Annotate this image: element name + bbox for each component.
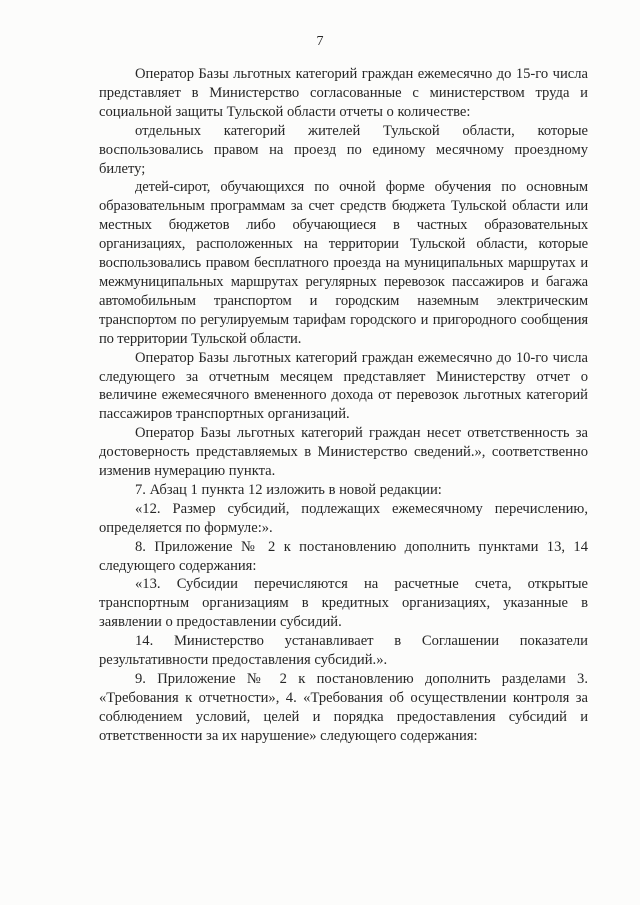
paragraph-item-13-subsidies: «13. Субсидии перечисляются на расчетные счета, открытые транспортным организациям в кредитных организациях, указанные в заявлении о предоставлении субсидий. <box>99 576 588 631</box>
paragraph-item-14-ministry: 14. Министерство устанавливает в Соглашении показатели результативности предоставления субсидий.». <box>99 633 588 669</box>
paragraph-orphan-students: детей-сирот, обучающихся по очной форме обучения по основным образовательным программам за счет средств бюджета Тульской области или местных бюджетов либо обучающиеся в частных образовательных организациях, расположенных на территории Тульской области, которые воспользовались правом бесплатного проезда на муниципальных маршрутах и межмуниципальных маршрутах регулярных перевозок пассажиров и багажа автомобильным транспортом и городским наземным электрическим транспортом по регулируемым тарифам городского и пригородного сообщения по территории Тульской области. <box>99 179 588 347</box>
paragraph-item-9: 9. Приложение № 2 к постановлению дополнить разделами 3. «Требования к отчетности», 4. «Требования об осуществлении контроля за соблюдением условий, целей и порядка предоставления субсидий и ответственности за их нарушение» следующего содержания: <box>99 671 588 744</box>
page-number: 7 <box>316 34 324 49</box>
paragraph-item-8: 8. Приложение № 2 к постановлению дополнить пунктами 13, 14 следующего содержания: <box>99 538 588 574</box>
paragraph-item-12-formula: «12. Размер субсидий, подлежащих ежемесячному перечислению, определяется по формуле:». <box>99 500 588 536</box>
paragraph-operator-monthly-report-10: Оператор Базы льготных категорий граждан ежемесячно до 10-го числа следующего за отчетным месяцем представляет Министерству отчет о величине ежемесячного вмененного дохода от перевозок льготных категорий пассажиров транспортных организаций. <box>99 349 588 423</box>
paragraph-individual-categories: отдельных категорий жителей Тульской области, которые воспользовались правом на проезд по единому месячному проездному билету; <box>99 122 588 177</box>
paragraph-operator-monthly-report-15: Оператор Базы льготных категорий граждан ежемесячно до 15-го числа представляет в Министерство согласованные с министерством труда и социальной защиты Тульской области отчеты о количестве: <box>99 66 588 120</box>
paragraph-operator-responsibility: Оператор Базы льготных категорий граждан несет ответственность за достоверность представляемых в Министерство сведений.», соответственно изменив нумерацию пункта. <box>99 425 588 480</box>
paragraph-item-7: 7. Абзац 1 пункта 12 изложить в новой редакции: <box>135 481 442 498</box>
document-body <box>99 65 588 746</box>
